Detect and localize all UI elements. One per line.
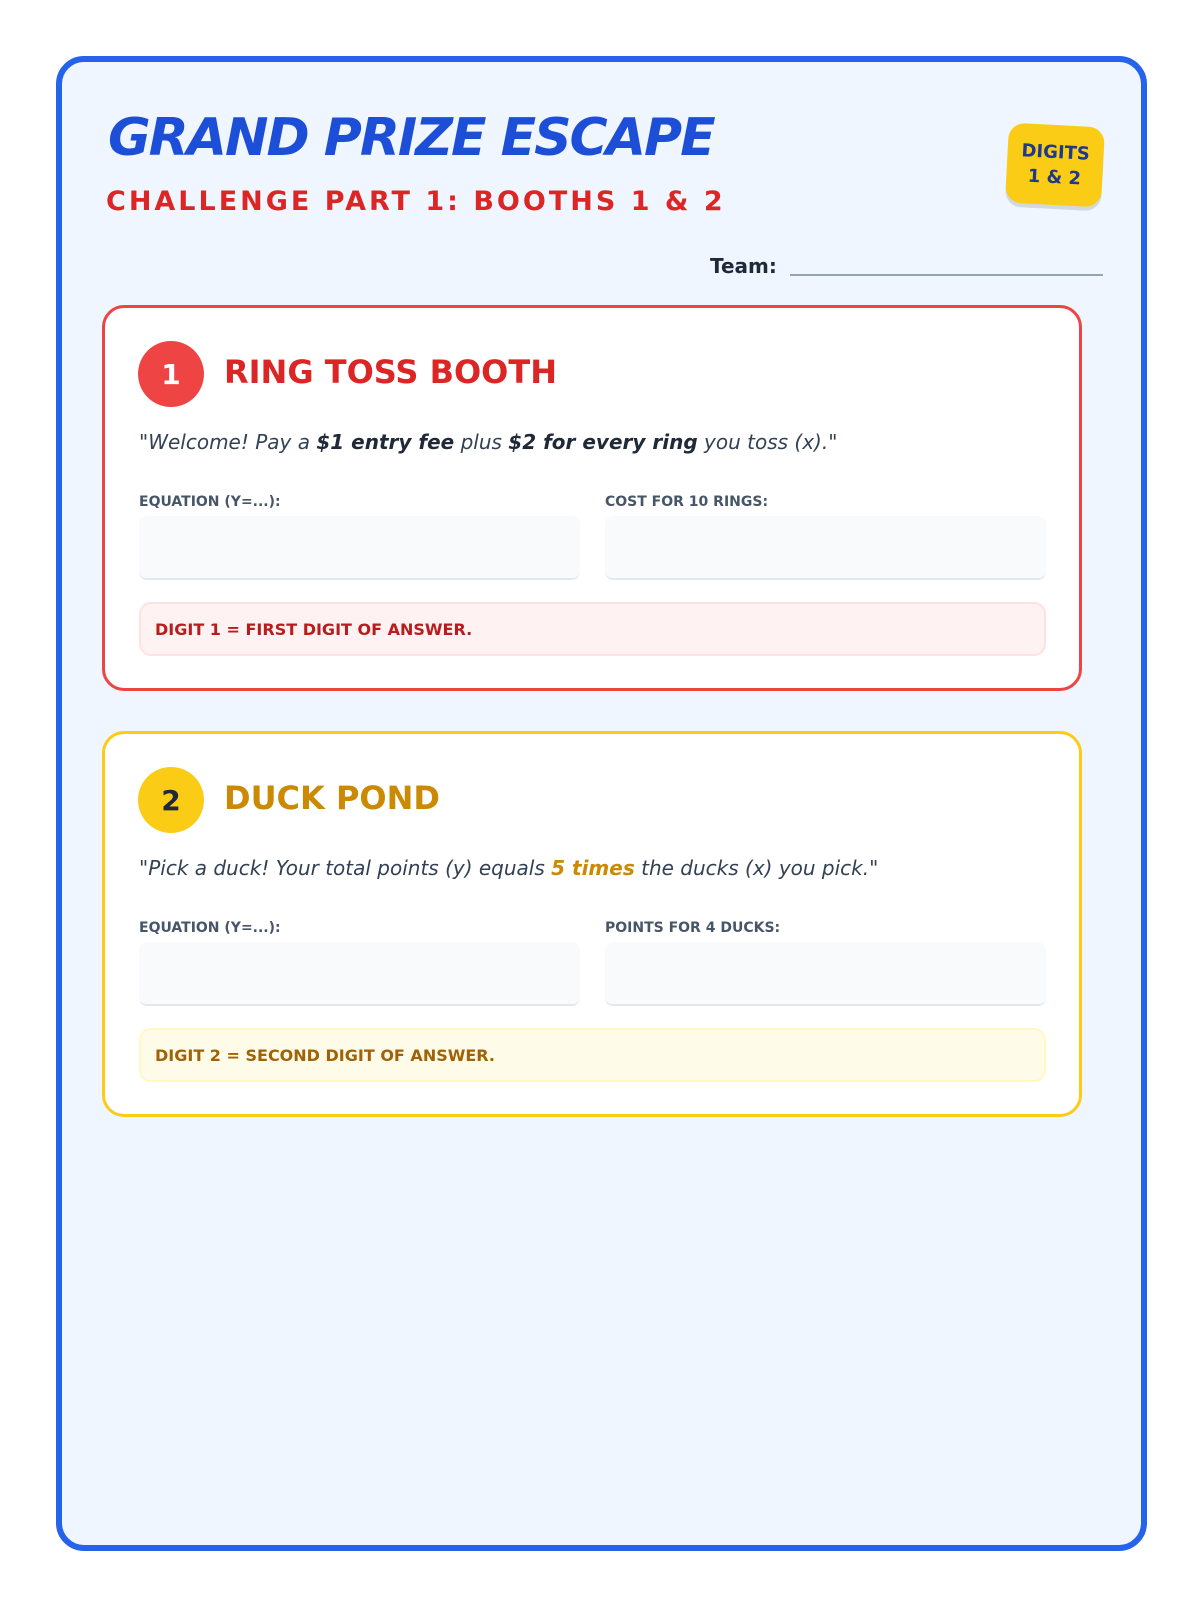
quote-text: "Welcome! Pay a [139,430,317,454]
team-label: Team: [710,254,777,278]
booth-quote [139,856,1059,880]
digits-badge-line2: 1 & 2 [1027,165,1082,190]
team-name-line[interactable] [790,274,1103,276]
quote-emphasis: 5 times [551,856,635,880]
booth-number-badge: 1 [138,341,204,407]
page-subtitle: CHALLENGE PART 1: BOOTHS 1 & 2 [106,186,726,217]
cost-label: COST FOR 10 RINGS: [605,494,769,510]
equation-label: EQUATION (Y=...): [139,920,281,936]
digits-badge-line1: DIGITS [1020,140,1091,165]
equation-label: EQUATION (Y=...): [139,494,281,510]
equation-input[interactable] [139,942,580,1006]
quote-text: the ducks (x) you pick." [634,856,879,880]
quote-emphasis: $2 for every ring [508,430,698,454]
quote-text: "Pick a duck! Your total points (y) equals [139,856,552,880]
quote-text: you toss (x)." [697,430,838,454]
worksheet-card [56,56,1147,1551]
booth-title: RING TOSS BOOTH [224,353,557,391]
points-label: POINTS FOR 4 DUCKS: [605,920,781,936]
digits-badge [1005,123,1105,208]
booth-quote [139,430,1059,454]
cost-input[interactable] [605,516,1046,580]
page-title: GRAND PRIZE ESCAPE [108,108,714,168]
digit-hint: DIGIT 1 = FIRST DIGIT OF ANSWER. [139,602,1046,656]
booth-ring-toss [102,305,1082,691]
booth-title: DUCK POND [224,779,440,817]
quote-text: plus [454,430,509,454]
digit-hint: DIGIT 2 = SECOND DIGIT OF ANSWER. [139,1028,1046,1082]
booth-duck-pond [102,731,1082,1117]
equation-input[interactable] [139,516,580,580]
points-input[interactable] [605,942,1046,1006]
quote-emphasis: $1 entry fee [316,430,455,454]
booth-number-badge: 2 [138,767,204,833]
